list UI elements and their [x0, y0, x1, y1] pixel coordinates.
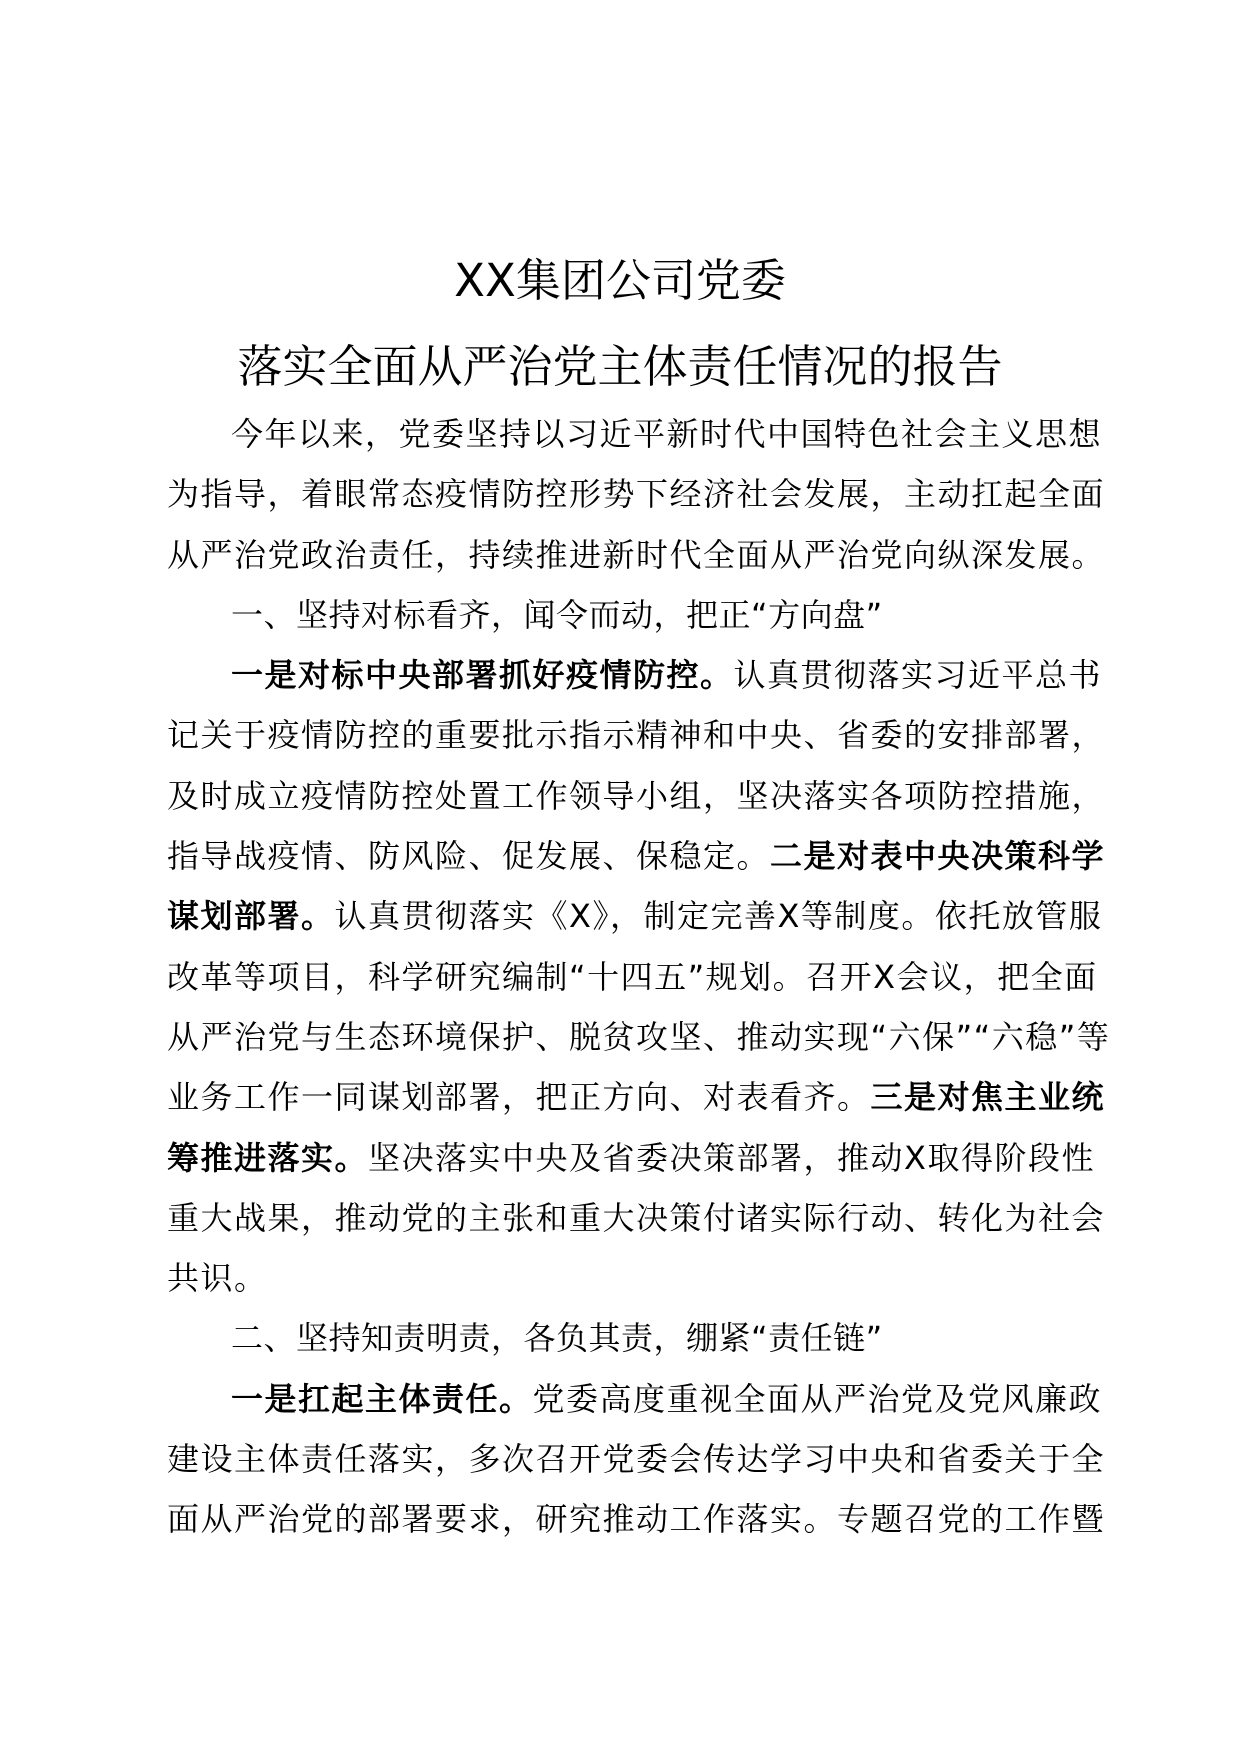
section-2-heading: 二、坚持知责明责，各负其责，绷紧“责任链”: [231, 1319, 883, 1358]
section-2-point-1-title: 一是扛起主体责任。: [231, 1379, 533, 1418]
title-line-1: XX集团公司党委: [454, 254, 786, 307]
section-1-point-1-title: 一是对标中央部署抓好疫情防控。: [231, 656, 734, 695]
section-1-point-1-text: 认真贯彻落实习近平总书记关于疫情防控的重要批示指示精神和中央、省委的安排部署，及时成立疫情防控处置工作领导小组，坚决落实各项防控措施，指导战疫情、防风险、促发展、保稳定。: [167, 656, 1106, 876]
section-1-heading: 一、坚持对标看齐，闻令而动，把正“方向盘”: [231, 595, 883, 634]
intro-paragraph: 今年以来，党委坚持以习近平新时代中国特色社会主义思想为指导，着眼常态疫情防控形势下经济社会发展，主动扛起全面从严治党政治责任，持续推进新时代全面从严治党向纵深发展。: [167, 415, 1106, 574]
section-1-point-2-title: 二是对表中央决策科学谋划部署。: [167, 837, 1106, 936]
section-2-point-1-text: 党委高度重视全面从严治党及党风廉政建设主体责任落实，多次召开党委会传达学习中央和省委关于全面从严治党的部署要求，研究推动工作落实。专题召党的工作暨: [167, 1379, 1106, 1539]
section-2-paragraph: [167, 1369, 1113, 1550]
section-1-paragraph: [167, 645, 1113, 1308]
document-body: [167, 404, 1113, 1550]
document-title: [0, 238, 1240, 410]
section-1-point-2-text: 认真贯彻落实《X》，制定完善X等制度。依托放管服改革等项目，科学研究编制“十四五”规划。召开X会议，把全面从严治党与生态环境保护、脱贫攻坚、推动实现“六保”“六稳”等业务工作一同谋划部署，把正方向、对表看齐。: [167, 897, 1111, 1117]
section-1-point-3-text: 坚决落实中央及省委决策部署，推动X取得阶段性重大战果，推动党的主张和重大决策付诸实际行动、转化为社会共识。: [167, 1138, 1106, 1298]
title-line-2: 落实全面从严治党主体责任情况的报告: [237, 340, 1003, 393]
section-1-point-3-title: 三是对焦主业统筹推进落实。: [167, 1078, 1106, 1177]
